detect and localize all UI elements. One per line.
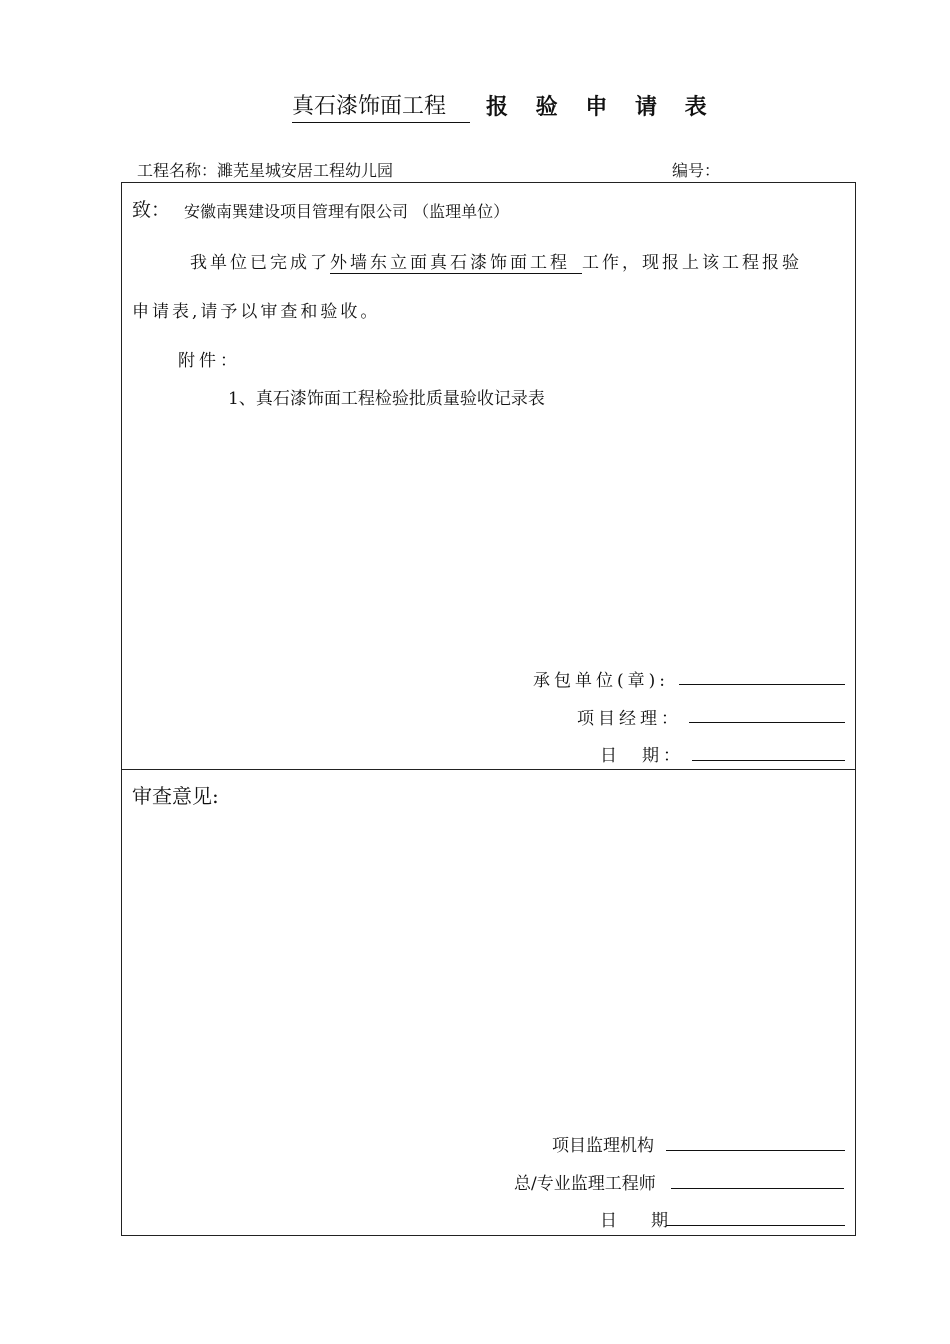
review-date-label: 日 期 — [600, 1211, 668, 1231]
engineer-signature-line[interactable] — [671, 1188, 844, 1189]
attachment-item: 1、真石漆饰面工程检验批质量验收记录表 — [228, 389, 545, 409]
project-name: 工程名称：濉芜星城安居工程幼儿园 — [137, 161, 394, 180]
supervision-unit: 安徽南巽建设项目管理有限公司 （监理单位） — [184, 202, 510, 221]
statement-line-1 — [190, 248, 802, 273]
review-section — [121, 769, 856, 1236]
statement-line-2: 申请表,请予以审查和验收。 — [132, 302, 381, 322]
work-name: 外墙东立面真石漆饰面工程 — [330, 253, 582, 274]
application-date-label: 日 期： — [600, 746, 684, 766]
number-label: 编号： — [672, 161, 721, 180]
attachment-label: 附件： — [178, 351, 241, 371]
form-title: 报 验 申 请 表 — [486, 94, 717, 120]
to-prefix: 致： — [132, 199, 171, 221]
manager-signature-line[interactable] — [689, 722, 845, 723]
application-date-line[interactable] — [692, 760, 845, 761]
manager-label: 项目经理： — [577, 709, 682, 729]
review-date-line[interactable] — [666, 1225, 845, 1226]
review-heading: 审查意见: — [132, 784, 219, 808]
engineer-label: 总/专业监理工程师 — [514, 1174, 656, 1194]
supervision-org-label: 项目监理机构 — [552, 1136, 654, 1156]
statement-suffix: 工作，现报上该工程报验 — [582, 253, 802, 273]
statement-prefix: 我单位已完成了 — [190, 253, 330, 273]
contractor-signature-line[interactable] — [679, 684, 845, 685]
project-title: 真石漆饰面工程 — [292, 92, 470, 123]
contractor-label: 承包单位(章): — [533, 671, 669, 691]
supervision-org-line[interactable] — [666, 1150, 845, 1151]
